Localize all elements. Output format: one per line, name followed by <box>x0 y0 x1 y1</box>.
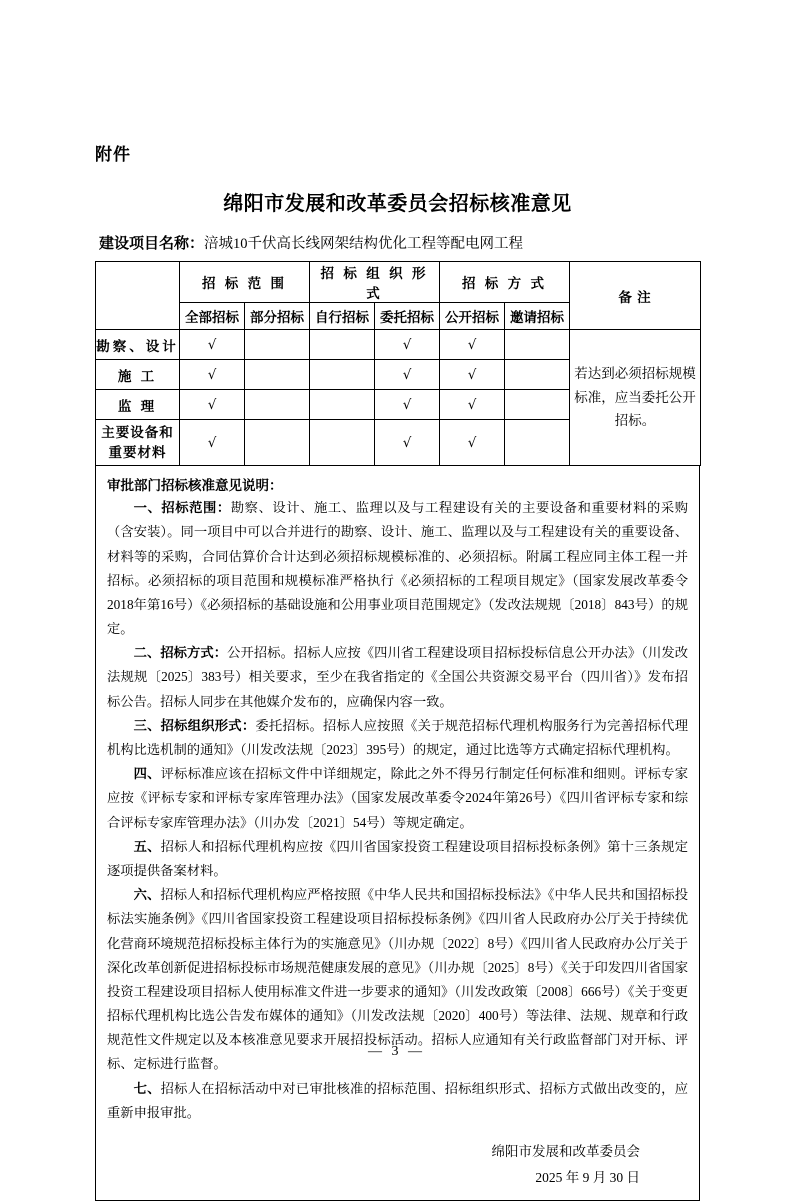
note-text-1: 勘察、设计、施工、监理以及与工程建设有关的主要设备和重要材料的采购（含安装）。同一项目中可以合并进行的勘察、设计、施工、监理以及与工程建设有关的重要设备、材料等的采购，合同估算价合计达到必须招标规模标准的、必须招标。附属工程应同主体工程一并招标。必须招标的项目范围和规模标准严格执行《必须招标的工程项目规定》（国家发展改革委令2018年第16号）《必须招标的基础设施和公用事业项目范围规定》（发改法规规〔2018〕843号）的规定。 <box>107 500 689 637</box>
row-label-survey-design: 勘察、设计 <box>96 330 180 360</box>
cell-partial-bid <box>245 360 310 390</box>
note-lead-4: 四、 <box>133 766 161 782</box>
row-label-construction: 施 工 <box>96 360 180 390</box>
note-lead-5: 五、 <box>133 838 161 854</box>
cell-invite-bid <box>505 390 570 420</box>
note-item-7 <box>107 1077 688 1125</box>
project-name-value: 涪城10千伏高长线网架结构优化工程等配电网工程 <box>204 236 524 252</box>
table-header-group-row <box>96 262 701 303</box>
header-invite-bid: 邀请招标 <box>505 303 570 330</box>
note-item-5 <box>107 835 688 883</box>
header-all-bid: 全部招标 <box>180 303 245 330</box>
cell-all-bid: √ <box>180 390 245 420</box>
cell-entrust-bid: √ <box>375 420 440 466</box>
header-remark: 备 注 <box>570 262 701 330</box>
note-lead-3: 三、招标组织形式： <box>133 717 256 733</box>
cell-all-bid: √ <box>180 330 245 360</box>
note-text-3: 委托招标。招标人应按照《关于规范招标代理机构服务行为完善招标代理机构比选机制的通知》（川发改法规〔2023〕395号）的规定，通过比选等方式确定招标代理机构。 <box>107 717 688 757</box>
header-partial-bid: 部分招标 <box>245 303 310 330</box>
note-lead-6: 六、 <box>133 887 161 903</box>
cell-public-bid: √ <box>440 420 505 466</box>
note-text-6: 招标人和招标代理机构应严格按照《中华人民共和国招标投标法》《中华人民共和国招标投标法实施条例》《四川省国家投资工程建设项目招标投标条例》《四川省人民政府办公厅关于持续优化营商环境规范招标投标主体行为的实施意见》（川办规〔2022〕8号）《四川省人民政府办公厅关于深化改革创新促进招标投标市场规范健康发展的意见》（川办规〔2025〕8号）《关于印发四川省国家投资工程建设项目招标人使用标准文件进一步要求的通知》（川发改政策〔2008〕666号）《关于变更招标代理机构比选公告发布媒体的通知》（川发改法规〔2020〕400号）等法律、法规、规章和行政规范性文件规定以及本核准意见要求开展招投标活动。招标人应通知有关行政监督部门对开标、评标、定标进行监督。 <box>107 887 689 1072</box>
header-self-bid: 自行招标 <box>310 303 375 330</box>
cell-self-bid <box>310 360 375 390</box>
cell-public-bid: √ <box>440 390 505 420</box>
attachment-label: 附件 <box>95 145 131 164</box>
cell-self-bid <box>310 420 375 466</box>
cell-self-bid <box>310 390 375 420</box>
cell-entrust-bid: √ <box>375 330 440 360</box>
cell-invite-bid <box>505 360 570 390</box>
note-text-7: 招标人在招标活动中对已审批核准的招标范围、招标组织形式、招标方式做出改变的，应重新申报审批。 <box>107 1080 689 1120</box>
corner-cell <box>96 262 180 330</box>
header-scope: 招 标 范 围 <box>180 262 310 303</box>
note-text-2: 公开招标。招标人应按《四川省工程建设项目招标投标信息公开办法》（川发改法规规〔2025〕383号）相关要求，至少在我省指定的《全国公共资源交易平台（四川省）》发布招标公告。招标人同步在其他媒介发布的，应确保内容一致。 <box>107 645 689 709</box>
notes-title: 审批部门招标核准意见说明： <box>107 478 283 494</box>
note-lead-1: 一、招标范围： <box>133 500 231 516</box>
note-item-2 <box>107 641 688 714</box>
row-label-equipment-materials: 主要设备和重要材料 <box>96 420 180 466</box>
header-organization: 招 标 组 织 形 式 <box>310 262 440 303</box>
table-row <box>96 330 701 360</box>
cell-invite-bid <box>505 420 570 466</box>
row-label-supervision: 监 理 <box>96 390 180 420</box>
cell-all-bid: √ <box>180 420 245 466</box>
project-name-line <box>99 232 700 253</box>
cell-public-bid: √ <box>440 330 505 360</box>
cell-invite-bid <box>505 330 570 360</box>
cell-partial-bid <box>245 420 310 466</box>
note-lead-7: 七、 <box>133 1080 161 1096</box>
signature-org: 绵阳市发展和改革委员会 <box>491 1144 640 1159</box>
notes-section <box>95 466 700 1201</box>
signature-date: 2025 年 9 月 30 日 <box>535 1169 640 1185</box>
cell-self-bid <box>310 330 375 360</box>
document-content <box>95 140 700 1201</box>
note-item-4 <box>107 762 688 835</box>
approval-table <box>95 261 701 466</box>
cell-partial-bid <box>245 390 310 420</box>
page-title: 绵阳市发展和改革委员会招标核准意见 <box>223 193 572 215</box>
header-entrust-bid: 委托招标 <box>375 303 440 330</box>
note-item-1 <box>107 496 688 641</box>
cell-partial-bid <box>245 330 310 360</box>
cell-entrust-bid: √ <box>375 390 440 420</box>
header-public-bid: 公开招标 <box>440 303 505 330</box>
remark-text: 若达到必须招标规模标准，应当委托公开招标。 <box>570 330 701 466</box>
note-text-5: 招标人和招标代理机构应按《四川省国家投资工程建设项目招标投标条例》第十三条规定逐项提供备案材料。 <box>107 838 689 878</box>
cell-entrust-bid: √ <box>375 360 440 390</box>
note-item-3 <box>107 714 688 762</box>
signature-block <box>107 1139 688 1190</box>
cell-all-bid: √ <box>180 360 245 390</box>
project-name-label: 建设项目名称： <box>99 236 205 252</box>
header-method: 招 标 方 式 <box>440 262 570 303</box>
note-lead-2: 二、招标方式： <box>133 645 228 661</box>
page-number: — 3 — <box>368 1044 425 1059</box>
note-text-4: 评标标准应该在招标文件中详细规定，除此之外不得另行制定任何标准和细则。评标专家应按《评标专家和评标专家库管理办法》（国家发展改革委令2024年第26号）《四川省评标专家和综合评标专家库管理办法》（川办发〔2021〕54号）等规定确定。 <box>107 766 689 830</box>
cell-public-bid: √ <box>440 360 505 390</box>
